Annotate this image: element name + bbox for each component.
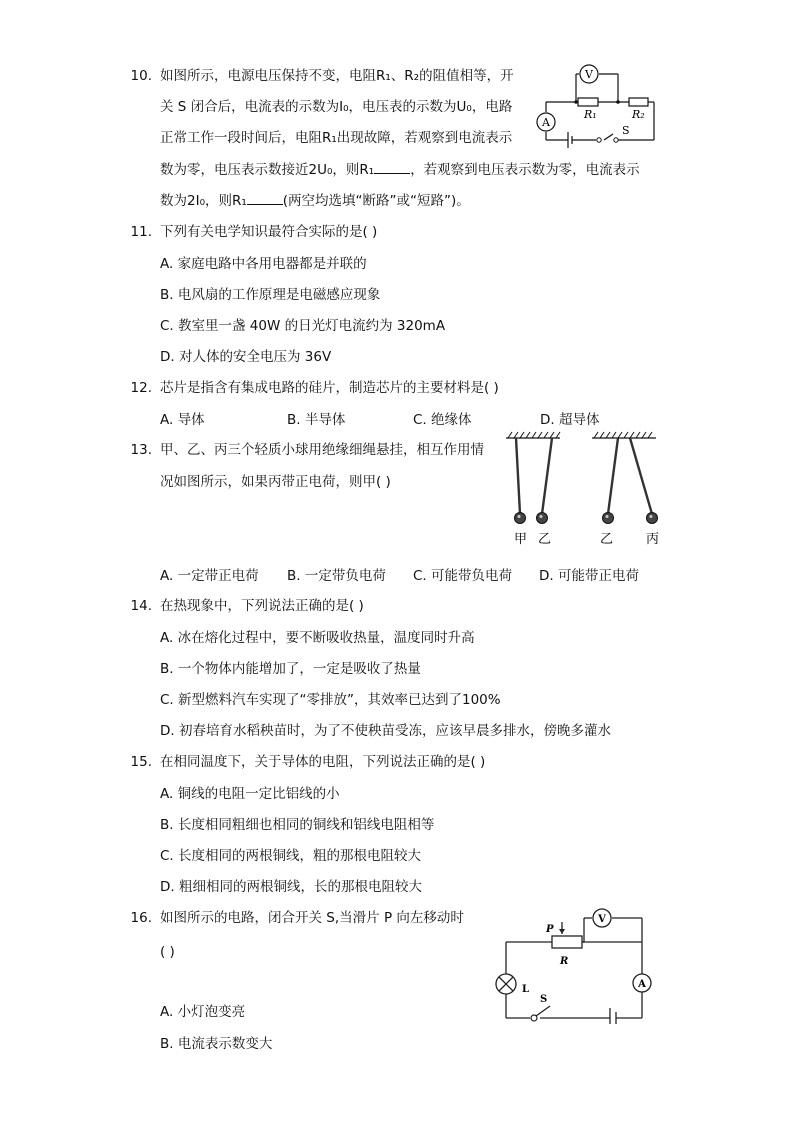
svg-text:乙: 乙 xyxy=(538,532,552,547)
option-d[interactable]: D. 粗细相同的两根铜线，长的那根电阻较大 xyxy=(160,879,422,895)
svg-text:A: A xyxy=(542,116,550,129)
ball-yi xyxy=(537,513,548,524)
option-a[interactable]: A. 家庭电路中各用电器都是并联的 xyxy=(160,256,367,272)
question-text: 甲、乙、丙三个轻质小球用绝缘细绳悬挂，相互作用情 xyxy=(160,442,484,458)
question-text: ( ) xyxy=(160,944,175,960)
question-text: 正常工作一段时间后，电阻R₁出现故障，若观察到电流表示 xyxy=(160,130,513,146)
ball-jia xyxy=(515,513,526,524)
question-number: 11. xyxy=(130,224,152,240)
option-a[interactable]: A. 铜线的电阻一定比铝线的小 xyxy=(160,786,340,802)
option-c[interactable]: C. 新型燃料汽车实现了“零排放”，其效率已达到了100% xyxy=(160,692,501,708)
rheostat-icon xyxy=(552,936,582,948)
svg-text:R₂: R₂ xyxy=(632,108,645,121)
svg-text:V: V xyxy=(598,914,606,925)
question-text: 在热现象中，下列说法正确的是( ) xyxy=(160,598,364,614)
svg-text:V: V xyxy=(585,68,593,81)
question-number: 12. xyxy=(130,380,152,396)
question-text: 数为零，电压表示数接近2U₀，则R₁ ，若观察到电压表示数为零，电流表示 xyxy=(160,159,640,180)
option-c[interactable]: C. 教室里一盏 40W 的日光灯电流约为 320mA xyxy=(160,318,446,334)
question-text: 下列有关电学知识最符合实际的是( ) xyxy=(160,224,378,240)
option-a[interactable]: A. 一定带正电荷 xyxy=(160,568,259,584)
question-text: 在相同温度下，关于导体的电阻，下列说法正确的是( ) xyxy=(160,754,486,770)
question-number: 16. xyxy=(130,910,152,926)
question-text: 关 S 闭合后，电流表的示数为I₀，电压表的示数为U₀，电路 xyxy=(160,99,513,115)
question-text: 芯片是指含有集成电路的硅片，制造芯片的主要材料是( ) xyxy=(160,380,499,396)
option-c[interactable]: C. 绝缘体 xyxy=(413,412,472,428)
option-b[interactable]: B. 半导体 xyxy=(287,412,346,428)
question-number: 10. xyxy=(130,68,152,84)
option-a[interactable]: A. 导体 xyxy=(160,412,205,428)
voltmeter-icon xyxy=(593,909,611,927)
svg-text:S: S xyxy=(622,124,630,137)
question-text: 如图所示，电源电压保持不变，电阻R₁、R₂的阻值相等，开 xyxy=(160,68,514,84)
resistor-r2-icon xyxy=(629,98,648,106)
option-c[interactable]: C. 长度相同的两根铜线，粗的那根电阻较大 xyxy=(160,848,422,864)
svg-text:丙: 丙 xyxy=(646,532,660,547)
svg-text:P: P xyxy=(546,924,554,935)
question-text: 如图所示的电路，闭合开关 S,当滑片 P 向左移动时 xyxy=(160,910,464,926)
question-number: 15. xyxy=(130,754,152,770)
lamp-icon xyxy=(496,974,516,994)
option-c[interactable]: C. 可能带负电荷 xyxy=(413,568,513,584)
ammeter-icon xyxy=(537,113,555,131)
ball-yi xyxy=(603,513,614,524)
question-text: 数为2I₀，则R₁ (两空均选填“断路”或“短路”)。 xyxy=(160,190,470,211)
circuit-diagram-q16 xyxy=(492,904,658,1024)
ammeter-icon xyxy=(633,974,651,992)
option-a[interactable]: A. 小灯泡变亮 xyxy=(160,1004,246,1020)
option-b[interactable]: B. 电风扇的工作原理是电磁感应现象 xyxy=(160,287,381,303)
svg-text:乙: 乙 xyxy=(600,532,614,547)
ball-bing xyxy=(647,513,658,524)
charged-balls-diagram xyxy=(500,430,666,552)
question-text: 况如图所示，如果丙带正电荷，则甲( ) xyxy=(160,474,391,490)
svg-text:S: S xyxy=(540,994,548,1005)
answer-blank[interactable] xyxy=(374,159,410,174)
option-b[interactable]: B. 一个物体内能增加了，一定是吸收了热量 xyxy=(160,661,421,677)
option-d[interactable]: D. 可能带正电荷 xyxy=(539,568,639,584)
svg-text:R₁: R₁ xyxy=(584,108,597,121)
option-b[interactable]: B. 长度相同粗细也相同的铜线和铝线电阻相等 xyxy=(160,817,435,833)
question-number: 14. xyxy=(130,598,152,614)
resistor-r1-icon xyxy=(578,98,598,106)
svg-text:L: L xyxy=(522,984,530,995)
option-b[interactable]: B. 电流表示数变大 xyxy=(160,1036,273,1052)
circuit-diagram-q10 xyxy=(536,62,662,154)
svg-text:A: A xyxy=(638,979,646,990)
option-d[interactable]: D. 初春培育水稻秧苗时，为了不使秧苗受冻，应该早晨多排水，傍晚多灌水 xyxy=(160,723,611,739)
option-b[interactable]: B. 一定带负电荷 xyxy=(287,568,386,584)
question-number: 13. xyxy=(130,442,152,458)
svg-text:R: R xyxy=(560,956,569,967)
option-d[interactable]: D. 超导体 xyxy=(540,412,600,428)
answer-blank[interactable] xyxy=(247,190,283,205)
svg-text:甲: 甲 xyxy=(514,532,528,547)
option-d[interactable]: D. 对人体的安全电压为 36V xyxy=(160,349,332,365)
option-a[interactable]: A. 冰在熔化过程中，要不断吸收热量，温度同时升高 xyxy=(160,630,475,646)
voltmeter-icon xyxy=(580,65,598,83)
